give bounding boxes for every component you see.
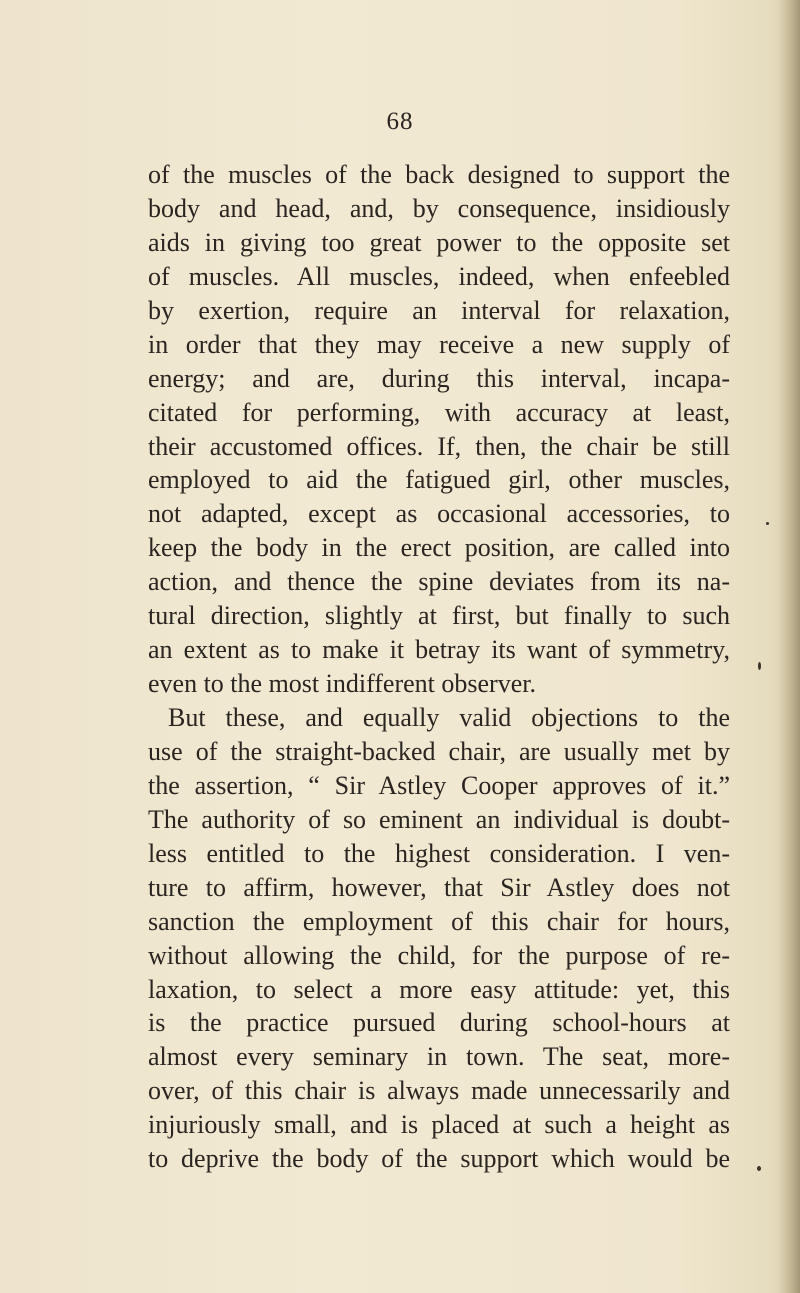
text-line: citated for performing, with accuracy at least, [148, 397, 730, 427]
text-line: But these, and equally valid objections to the [168, 703, 730, 732]
text-line: their accustomed offices. If, then, the chair be still [148, 431, 730, 461]
text-line: is the practice pursued during school-hours at [148, 1008, 730, 1038]
text-line: injuriously small, and is placed at such a height as [148, 1110, 730, 1140]
text-line: the assertion, “ Sir Astley Cooper approves of it.” [148, 770, 730, 800]
text-line: keep the body in the erect position, are called into [148, 533, 730, 563]
text-line: sanction the employment of this chair for hours, [148, 906, 730, 936]
text-line: energy; and are, during this interval, incapa- [148, 363, 730, 393]
ink-speck [757, 1166, 761, 1171]
ink-speck [766, 522, 769, 525]
ink-speck [758, 662, 761, 670]
text-line: of the muscles of the back designed to support the [148, 160, 730, 189]
text-line: employed to aid the fatigued girl, other muscles, [148, 465, 730, 495]
text-line: over, of this chair is always made unnecessarily and [148, 1076, 730, 1106]
text-line: use of the straight-backed chair, are usually met by [148, 736, 730, 766]
text-line: an extent as to make it betray its want of symmetry, [148, 635, 730, 665]
text-line: without allowing the child, for the purpose of re- [148, 940, 730, 970]
text-line: even to the most indifferent observer. [148, 669, 536, 699]
text-line: tural direction, slightly at first, but finally to such [148, 601, 730, 631]
text-line: laxation, to select a more easy attitude: yet, this [148, 974, 730, 1004]
text-line: action, and thence the spine deviates from its na- [148, 567, 730, 597]
page-edge-shadow [778, 0, 800, 1293]
text-line: not adapted, except as occasional accessories, to [148, 499, 730, 529]
text-line: body and head, and, by consequence, insidiously [148, 193, 730, 223]
text-line: to deprive the body of the support which would be [148, 1144, 730, 1174]
text-line: almost every seminary in town. The seat, more- [148, 1042, 730, 1072]
text-line: in order that they may receive a new supply of [148, 329, 730, 359]
text-line: by exertion, require an interval for relaxation, [148, 295, 730, 325]
text-line: ture to affirm, however, that Sir Astley does not [148, 872, 730, 902]
body-text [148, 158, 730, 1176]
text-line: of muscles. All muscles, indeed, when enfeebled [148, 261, 730, 291]
page-number: 68 [386, 108, 414, 135]
text-line: less entitled to the highest consideration. I ven- [148, 838, 730, 868]
text-line: The authority of so eminent an individual is doubt- [148, 804, 730, 834]
text-line: aids in giving too great power to the opposite set [148, 227, 730, 257]
